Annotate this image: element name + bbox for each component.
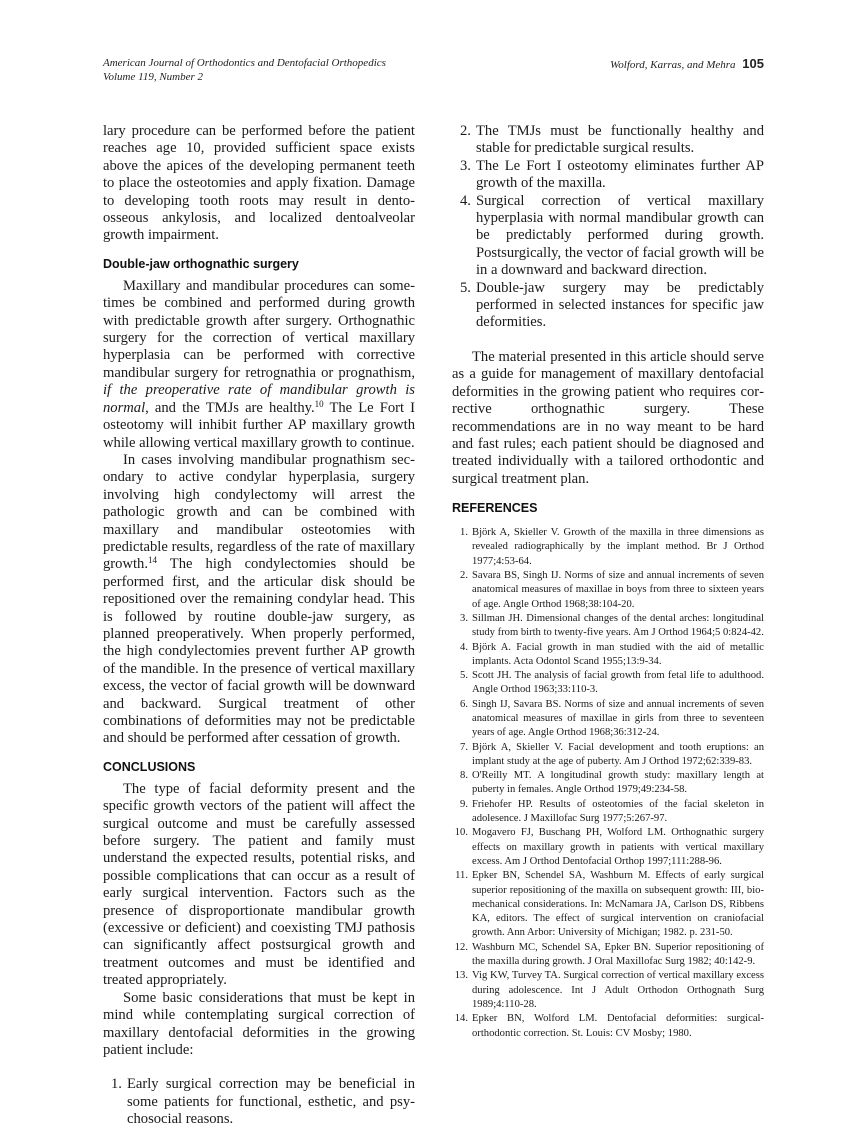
closing-paragraph: The material presented in this article should serve as a guide for management of maxillary dentofacial deformities in the growing patient who requires corrective orthognathic surgery. These recommendations are in no way meant to be hard and fast rules; each patient should be diagnosed and treated individually with a tailored orthodontic and surgical treatment plan. <box>452 348 764 487</box>
italic-emphasis: if the preoperative rate of mandibular growth is normal <box>103 382 415 416</box>
text-run: The high condylectomies should be performed first, and the articular disk should be repositioned over the remaining condylar head. This is followed by routine double-jaw surgery, as planned preoperatively. When properly performed, the high condylectomies prevent further AP growth of the mandible. In the presence of vertical maxillary excess, the vector of facial growth will be downward and backward. Surgical treatment of other combinations of deformities may not be predictable and should be performed after cessation of growth. <box>103 556 415 747</box>
reference-item <box>452 826 764 869</box>
reference-text: Björk A. Facial growth in man studied with the aid of metallic implants. Acta Odontol Scand 1955;13:9-34. <box>472 641 764 667</box>
reference-item <box>452 798 764 827</box>
double-jaw-paragraph-2 <box>103 452 415 748</box>
reference-item <box>452 869 764 940</box>
reference-item <box>452 698 764 741</box>
reference-number: 2. <box>460 570 468 582</box>
text-run: In cases involving mandibular prognathism secondary to active condylar hyperplasia, surgery involving high condylectomy will arrest the pathologic growth and can be combined with maxillary and mandibular osteotomies with predictable results, regardless of the rate of maxillary growth. <box>103 451 415 573</box>
reference-text: Björk A, Skieller V. Facial development and tooth eruptions: an implant study at the age of puberty. Am J Orthod 1972;62:339-83. <box>472 741 764 767</box>
section-heading-references: REFERENCES <box>452 501 538 516</box>
reference-text: Epker BN, Schendel SA, Washburn M. Effects of early surgical superior repositioning of the maxilla on subsequent growth: III, biomechanical considerations. In: McNamara JA, Carlson DS, Ribbens KA, editors. The effect of surgical intervention on craniofacial growth. Ann Arbor: University of Michigan; 1982. p. 231-50. <box>472 870 764 939</box>
reference-number: 5. <box>460 670 468 682</box>
reference-item <box>452 569 764 612</box>
reference-number: 6. <box>460 698 468 710</box>
reference-text: Singh IJ, Savara BS. Norms of size and annual increments of seven anatomical measures of maxillae in girls from three to seventeen years of age. Angle Orthod 1968;36:312-24. <box>472 698 764 739</box>
reference-text: Epker BN, Wolford LM. Dentofacial deformities: surgical-orthodontic correction. St. Louis: CV Mosby; 1980. <box>472 1013 764 1039</box>
continued-paragraph: lary procedure can be performed before the patient reaches age 10, provided sufficient space exists above the apices of the developing permanent teeth to place the osteotomies and apply fixation. Damage to developing tooth roots may result in dento-osseous ankylosis, and localized dentoalveolar growth impairment. <box>103 123 415 244</box>
considerations-list-continued <box>452 123 764 332</box>
right-column <box>452 123 764 1041</box>
text-run: , and the TMJs are healthy. <box>145 399 315 416</box>
reference-item <box>452 669 764 698</box>
reference-item <box>452 641 764 670</box>
references-list <box>452 526 764 1041</box>
list-item <box>103 1076 415 1128</box>
reference-item <box>452 526 764 569</box>
citation-superscript: 14 <box>148 555 157 566</box>
reference-text: O'Reilly MT. A longitudinal growth study: maxillary length at puberty in females. Angle Orthod 1979;49:234-58. <box>472 770 764 796</box>
list-number: 2. <box>460 123 471 139</box>
list-item <box>452 158 764 193</box>
journal-title: American Journal of Orthodontics and Dentofacial Orthopedics <box>103 57 386 69</box>
reference-text: Sillman JH. Dimensional changes of the dental arches: longitudinal study from birth to twenty-five years. Am J Orthod 1964;5 0:824-42. <box>472 612 764 639</box>
reference-number: 7. <box>460 741 468 753</box>
list-number: 3. <box>460 157 471 174</box>
list-text: The Le Fort I osteotomy eliminates further AP growth of the maxilla. <box>476 157 764 192</box>
left-column <box>103 123 415 1129</box>
reference-item <box>452 612 764 641</box>
reference-number: 8. <box>460 770 468 782</box>
reference-text: Björk A, Skieller V. Growth of the maxilla in three dimensions as revealed radiographically by the implant method. Br J Orthod 1977;4:53-64. <box>472 527 764 567</box>
journal-volume: Volume 119, Number 2 <box>103 70 204 83</box>
reference-text: Savara BS, Singh IJ. Norms of size and annual increments of seven anatomical measures of maxillae in boys from three to sixteen years of age. Angle Orthod 1968;38:104-20. <box>472 570 764 610</box>
reference-number: 4. <box>460 641 468 653</box>
reference-text: Washburn MC, Schendel SA, Epker BN. Superior repositioning of the maxilla during growth. J Oral Maxillofac Surg 1982; 40:142-9. <box>472 941 764 968</box>
section-heading-conclusions: CONCLUSIONS <box>103 759 196 774</box>
list-item <box>452 280 764 332</box>
text-run: Maxillary and mandibular procedures can sometimes be combined and performed during growth with predictable growth after surgery. Orthognathic surgery for the correction of vertical maxillary hyperplasia can be performed with corrective mandibular surgery for retrognathia or prognathism, <box>103 277 415 381</box>
reference-item <box>452 769 764 798</box>
double-jaw-paragraph-1 <box>103 278 415 452</box>
citation-superscript: 10 <box>314 398 324 409</box>
reference-item <box>452 969 764 1012</box>
list-number: 1. <box>111 1076 122 1093</box>
list-item <box>452 123 764 158</box>
reference-number: 14. <box>454 1013 468 1025</box>
list-text: Surgical correction of vertical maxillary hyperplasia with normal mandibular growth can be predictably performed during growth. Postsurgically, the vector of facial growth will be in a downward and backward direction. <box>476 192 764 279</box>
reference-text: Scott JH. The analysis of facial growth from fetal life to adulthood. Angle Orthod 1963;33:110-3. <box>472 670 764 696</box>
list-text: Double-jaw surgery may be predictably performed in selected instances for specific jaw deformities. <box>476 279 764 331</box>
article-authors: Wolford, Karras, and Mehra <box>610 59 736 71</box>
reference-text: Vig KW, Turvey TA. Surgical correction of vertical maxillary excess during adolescence. Int J Adult Orthodon Orthognath Surg 1989;4:110-28. <box>472 970 764 1010</box>
reference-number: 1. <box>460 527 468 539</box>
page-number: 105 <box>742 56 764 71</box>
reference-number: 11. <box>455 870 468 882</box>
reference-number: 10. <box>454 827 468 839</box>
reference-number: 9. <box>460 798 468 810</box>
spacer <box>103 1059 415 1076</box>
article-info <box>610 57 764 73</box>
text-run: The Le Fort I osteotomy will inhibit further AP maxillary growth while allowing vertical maxillary growth to continue. <box>103 399 415 451</box>
reference-text: Mogavero FJ, Buschang PH, Wolford LM. Orthognathic surgery effects on maxillary growth in patients with vertical maxillary excess. Am J Orthod Dentofacial Orthop 1997;111:288-96. <box>472 827 764 867</box>
conclusions-paragraph-2: Some basic considerations that must be kept in mind while contemplating surgical correction of maxillary dentofacial deformities in the growing patient include: <box>103 989 415 1058</box>
spacer <box>452 332 764 349</box>
reference-number: 13. <box>454 970 468 982</box>
reference-number: 12. <box>454 941 468 953</box>
list-text: The TMJs must be functionally healthy and stable for predictable surgical results. <box>476 123 764 157</box>
conclusions-paragraph-1: The type of facial deformity present and the specific growth vectors of the patient will affect the surgical outcome and must be carefully assessed before surgery. The patient and family must understand the expected results, potential risks, and possible complications that can occur as a result of early surgical intervention. Factors such as the presence of disproportionate mandibular growth (excessive or deficient) and coexisting TMJ pathosis can significantly affect postsurgical growth and treatment outcomes and must be identified and treated appropriately. <box>103 780 415 989</box>
section-heading-double-jaw: Double-jaw orthognathic surgery <box>103 256 299 271</box>
reference-number: 3. <box>460 612 468 624</box>
journal-info <box>103 57 386 84</box>
list-item <box>452 193 764 280</box>
reference-item <box>452 941 764 970</box>
reference-item <box>452 1012 764 1041</box>
considerations-list <box>103 1076 415 1128</box>
list-text: Early surgical correction may be beneficial in some patients for functional, esthetic, and psychosocial reasons. <box>127 1076 415 1128</box>
list-number: 5. <box>460 279 471 296</box>
reference-item <box>452 741 764 770</box>
list-number: 4. <box>460 192 471 209</box>
reference-text: Friehofer HP. Results of osteotomies of the facial skeleton in adolesence. J Maxillofac Surg 1977;5:267-97. <box>472 798 764 825</box>
